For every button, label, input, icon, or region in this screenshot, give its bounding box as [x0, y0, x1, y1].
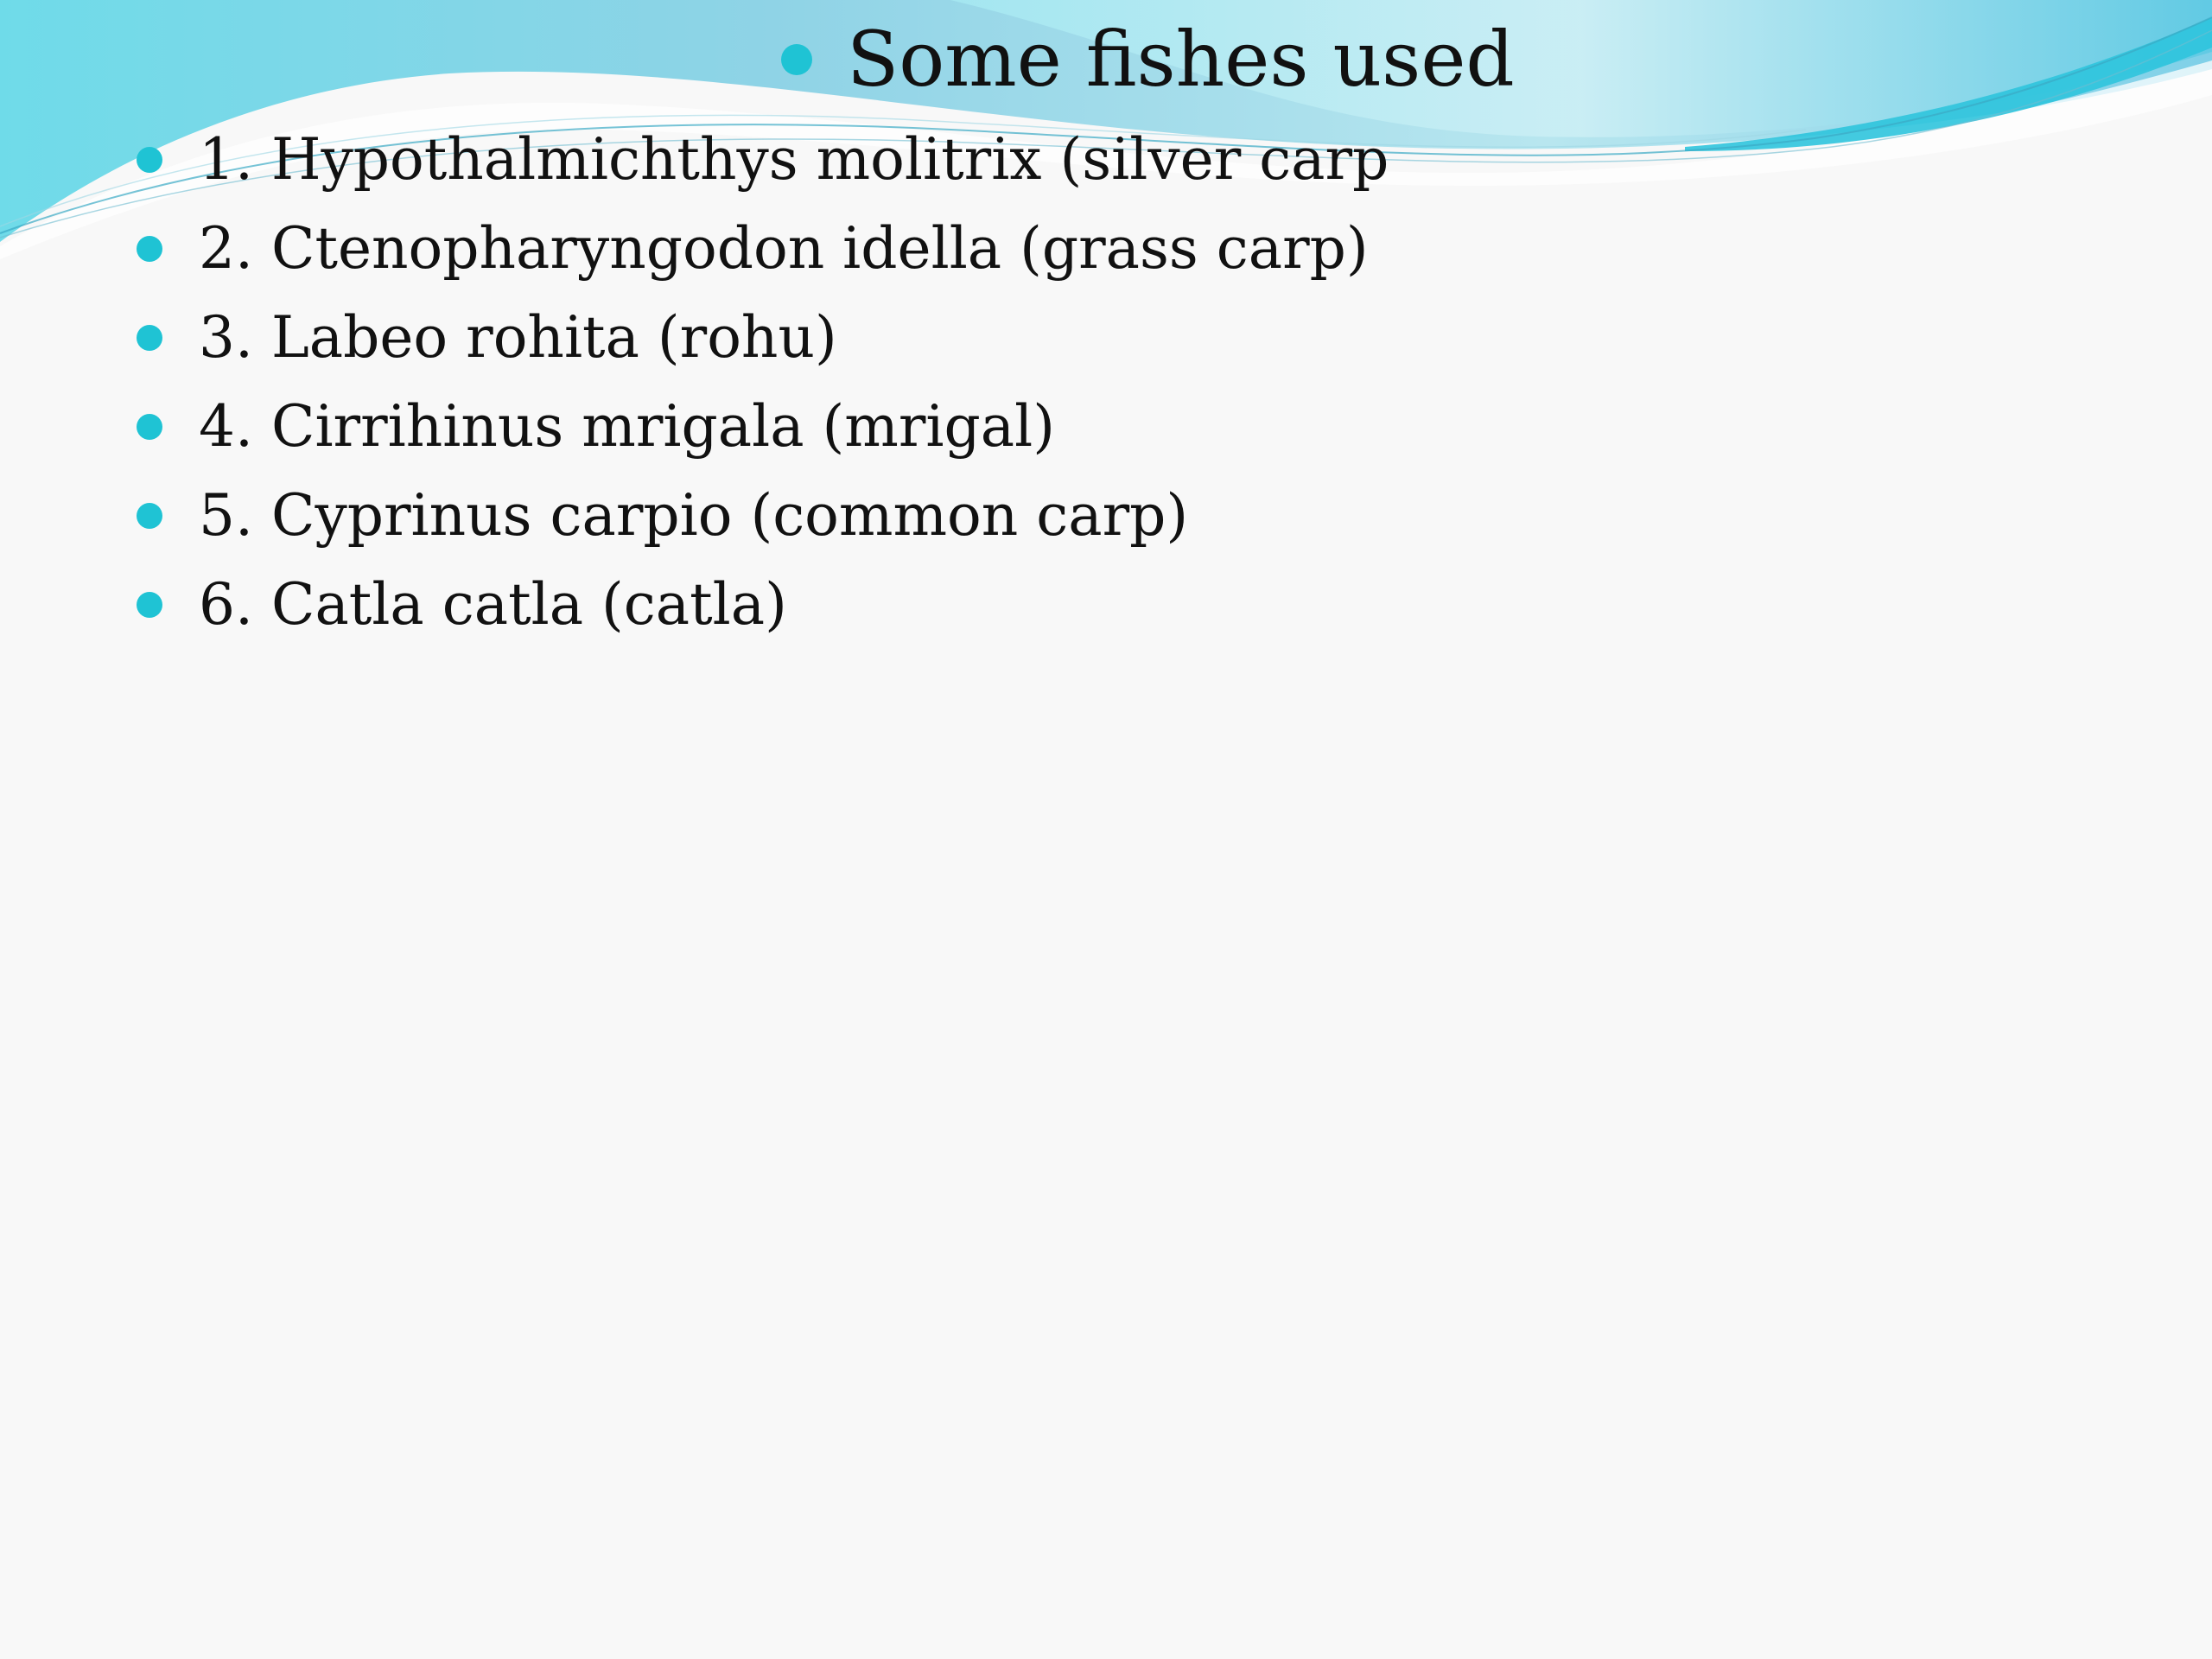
bullet-icon	[137, 147, 162, 173]
list-item-text: 5. Cyprinus carpio (common carp)	[199, 482, 1189, 549]
bullet-icon	[137, 503, 162, 529]
list-item	[137, 115, 1389, 204]
list-item-text: 4. Cirrihinus mrigala (mrigal)	[199, 393, 1055, 460]
list-item-text: 2. Ctenopharyngodon idella (grass carp)	[199, 215, 1369, 282]
slide-title-text: Some fishes used	[847, 15, 1515, 104]
list-item	[137, 382, 1389, 471]
title-bullet-icon	[781, 44, 812, 75]
list-item-text: 3. Labeo rohita (rohu)	[199, 304, 837, 371]
slide-title	[781, 12, 1515, 107]
list-item-text: 6. Catla catla (catla)	[199, 571, 787, 638]
list-item	[137, 560, 1389, 649]
bullet-icon	[137, 325, 162, 351]
bullet-icon	[137, 592, 162, 618]
list-item	[137, 471, 1389, 560]
list-item	[137, 293, 1389, 382]
bullet-icon	[137, 236, 162, 262]
bullet-icon	[137, 414, 162, 440]
list-item	[137, 204, 1389, 293]
fish-list	[137, 115, 1389, 649]
list-item-text: 1. Hypothalmichthys molitrix (silver carp	[199, 126, 1389, 193]
